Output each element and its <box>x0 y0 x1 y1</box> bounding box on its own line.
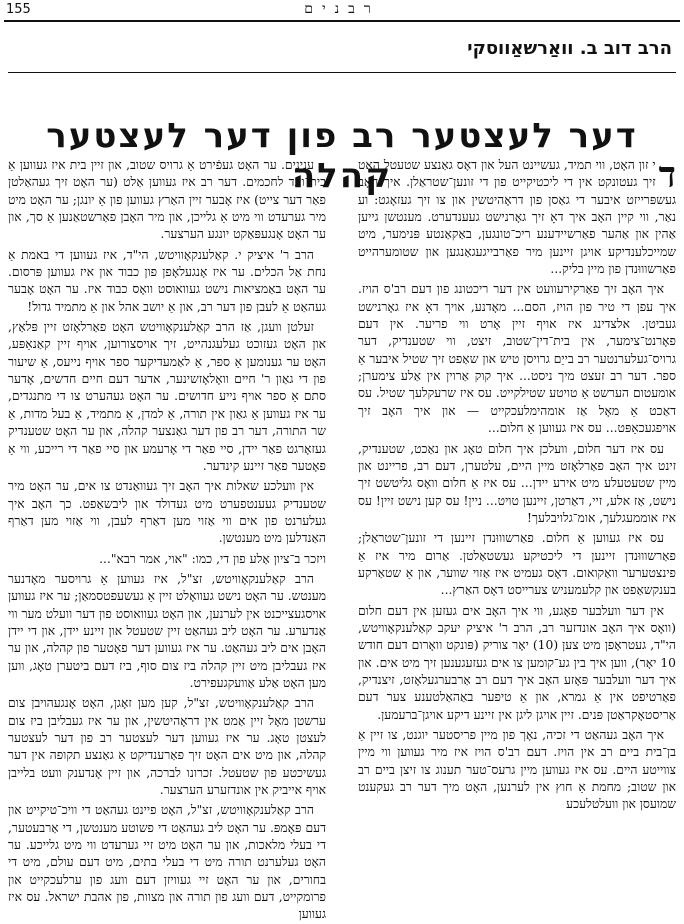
paragraph: אין וועלכע שאלות איך האָב זיך געוואַנדט צו אים, ער האָט מיר שטענדיק געענטפערט מיט געדולד און ליבשאַפט. כך האָב איך געלערנט פון אים ווי אַזוי מען דאַרף לעבן, ווי אַזוי מען דאַרף האַנדלען מיט מענטשן. <box>8 479 326 546</box>
left-column <box>8 157 326 924</box>
paragraph: עס איז געווען אַ חלום. פאַרשוווּנדן זיינען די זונען־שטראַלן; פאַרשוווּנדן זיינען די ליכטיקע געשטאַלטן. אַרום מיר איז אַ פינצטערער וואַקואום. דאָס געמיט איז אַזוי שווער, און אַ שטאַרקע בענקשאַפט און קלעמעניש צערייסט דאָס האַרץ... <box>358 531 676 598</box>
paragraph: איך האָב זיך פאַרקירעוועט אין דער ריכטונג פון דעם רב'ס הויז. איך עפן די טיר פון הויז, הסם... מאָדנע, אויך דאָ איז גאָרנישט געביטן. אלצדינג איז אויף זיין אָרט ווי פריער. אין דעם פאָרנט־צימער, אין בית־דין־שטוב, זיצט, ווי שטענדיק, דער גרויס־געלערנטער רב בייַם גרויסן טיש און שאַפט זיך שטיל איבער אַ ספר. דער רב זעצט מיך ניסט... איך קוק אַרוין אין אַלע צימערן; אומעטום הערשט אַ טויטע שטילקייט. עס איז שרעקלעך שטיל. עס דאַכט אַ מאָל אַז אומהימלעכקייט — און איך האָב זיך אויפגעכאַפּט... עס איז געווען אַ חלום... <box>358 282 676 436</box>
author-rule <box>8 72 676 73</box>
header-rule <box>4 20 680 22</box>
paragraph: זעלטן וועגן, אַז הרב קאַלענקאָוויטש האָט פאַרלאָזט זיין פּלאַץ, און האָט געזוכט געלעגנהייט, זיך אויסצורוען, אויף זיין קאַנאַפּע, האָט ער גענומען אַ ספר, אַ לאַמעדיקער ספר אויף נייעס, אַ שיעור פון די גאַון ר' חיים וואָלאָזשינער, אדער דעם חיים חדשים, אָדער סתם אַ ספר אויף נייע חדושים. ער האָט געהערט צו די מתנגדים, ער איז געווען אַ גאַון אין תורה, אַ למדן, אַ מתמיד, אַ בעל מדות, אַ שר התורה, דער רב פון דער גאַנצער קהלה, און ער האָט שטענדיק געזאָרגט פאַר יידן, סיי פאַר די אָרעמע און סיי פאַר די רייכע, ווי אַ פאָטער פאַר זיינע קינדער. <box>8 320 326 473</box>
paragraph: איך האָב געהאַט די זכיה, נאָך פון מיין פריסטער יוגנט, צו זיין אַ בן־בית ביים רב אין הויז. דעם רב'ס הויז איז מיר געווען ווי מיין צווייטע היים. עס איז געווען מיין גרעס־טער תענוג צו זיצן ביים רב און שטוב; מחמת אַ חוץ אין לערנען, האָט מיך דער רב געקענט שמועסן און וועלטלעכע <box>358 728 676 812</box>
running-head: רבנים <box>304 1 380 17</box>
paragraph: הרב קאַלענקאָוויטש, זצ"ל, האָט פיינט געהאַט די וויכ־טיקייט און דעם פּאָמפּ. ער האָט ליב געהאַט די פשוטע מענטשן, די אַרבעטער, די בעלי מלאכות, און ער האָט מיט זיי גערעדט ווי מיט גלייכע. ער האָט געלערנט תורה מיט די בעלי בתים, מיט דעם עולם, מיט די בחורים, און ער האָט זיי געוויזן דעם וועג פון ערלעכקייט און פרומקייט, דעם וועג פון תורה און מצוות, פון אהבת ישראל. עס איז געווען <box>8 803 326 922</box>
paragraph: עס איז דער חלום, וועלכן איך חלום טאָג און נאַכט, שטענדיק, זינט איך האָב פאַרלאָזט מיין היים, עלטערן, דעם רב, פריינט און מיין שטעטעלע מיט אירע יידן... עס איז אַ חלום וואָס גליטשט זיך נישט, אַז אלע, זיי, דאַרטן, זיינען טויט... ניין! עס קען נישט זיין! עס איז אוממעגלעך, אומ־גלויבלעך! <box>358 441 676 525</box>
page-header <box>0 0 684 30</box>
paragraph: הרב ר' איציק י. קאַלענקאָוויטש, הי"ד, איז געווען די באמת אַ נחת אַל הכלים. ער איז אָנגעלאָפן פון כבוד און איז געווען פּרסום. ער האָט באַמציאות נישט געוואוסט וואָס כבוד איז. ער האָט אָבער געהאַט אַ לעבן פון דער רב, און אַ יושב אהל און אַ מתמיד גדול! <box>8 247 326 314</box>
paragraph: אין דער וועלבער פאָגע, ווי איך האָב אים געזען אין דעם חלום (וואָס איך האָב אונדזער רב, הרב ר' איציק יעקב קאַלענקאָוויטש, הי"ד, געטראָפן מיט צען (10) יאָר צוריק (פּונקט וואָרום דעם חודש 10 יאָר), ווען איך בין גע־קומען צו אים געזעגענען זיך מיט אים. און איך דער וועלבער פּאָזע האָב איך דעם רב אַרבערגעלאָזט, זיצנדיק, פאַרטיפט אין אַ גמרא, און אַ טיפער באַהאַלטענע צער דעם אַריסטאָקראַטן פּנים. זיין אויגן ליגן אין זיינע דיקע אויגן־ברעמען. <box>358 603 676 722</box>
page-number: 155 <box>6 2 31 17</box>
paragraph: ענינים. ער האָט געפֿירט אַ גרויס שטוב, און זיין בית איז געווען אַ בית־ועד לחכמים. דער רב איז געווען אַלט (ער האָט זיך געהאַלטן פאַר דער צייט) איז אָבער זיין האַרץ געווען פון אַ יונגן; ער האָט מיט מיר גערעדט ווי מיט אַ גלייכן, און מיר האָבן פאַרשטאַנען אַ סך, און ער האָט אָנגעפּאַקט יונגע הערצער. <box>8 158 326 242</box>
article-author: הרב דוב ב. וואַרשאַווסקי <box>467 38 672 59</box>
paragraph: הרב קאַלענקאָוויטש, זצ"ל, איז געווען אַ גרויסער מאָדנער מענטש. ער האָט נישט געוואָלט זיין אַ געשעפטסמאַן; ער איז געווען אויסגעצייכנט אין לערנען, און האָט געוואוסט פון דער וועלט מער ווי אַנדערע. ער האָט ליב געהאַט זיין שטעטל און זיינע יידן, און די יידן האָבן אים ליב געהאַט. ער איז געווען דער פאָטער פון קהלה, און ער איז געבליבן מיט זיין קהלה ביז צום סוף, ביז דעם ביטערן טאָג, ווען מען האָט אַלע אַוועקגעפירט. <box>8 571 326 690</box>
paragraph: ויזכר ב־ציון אַלע פון די, כמו: "אוי, אמר רבא"... <box>99 551 326 566</box>
article-title: דער לעצטער רב פון דער לעצטער קהלה <box>46 115 638 196</box>
drop-cap: ד <box>658 154 676 196</box>
paragraph: הרב קאַלענקאָוויטש, זצ"ל, קען מען זאָגן, האָט אָנגעהויבן צום ערשטן מאָל זיין אַמט אין דראָהיטשין, און ער איז געבליבן ביז צום לעצטן טאָג. ער איז געווען דער לעצטער רב פון דער לעצטער קהלה, און מיט אים האָט זיך פאַרענדיקט אַ גאַנצע תקופה אין דער געשיכטע פון שטעטל. זכרונו לברכה, און זיין אָנדענק וועט בלייבן אויף אייביק אין אונדזערע הערצער. <box>8 696 326 798</box>
paragraph-text: י זון האָט, ווי תמיד, געשיינט העל און דאָס גאַנצע שטעטל האָט זיך געטונקט אין די ליכטיקייט פון די זונען־שטראַלן. איך האָב געשפּרייזט איבער די גאַסן פון דראָהיטשין און צו זיך געזאָגט: וע נאַר, ווי קיין האָב איך דאָ זיך גאָרנישט געענדערט. מענטשן גייען אַהין און אַהער פאַרשיידענע ריכ־טונגען, באַקאַנטע פּנימער, מיט שמייכלענדיקע אויגן זיינען מיר פאַרבייגעגאַנגען און שטומערהייט פאַרשוווּנדן פון מיין בליק... <box>358 158 676 277</box>
right-column <box>358 154 676 814</box>
paragraph <box>358 154 676 278</box>
